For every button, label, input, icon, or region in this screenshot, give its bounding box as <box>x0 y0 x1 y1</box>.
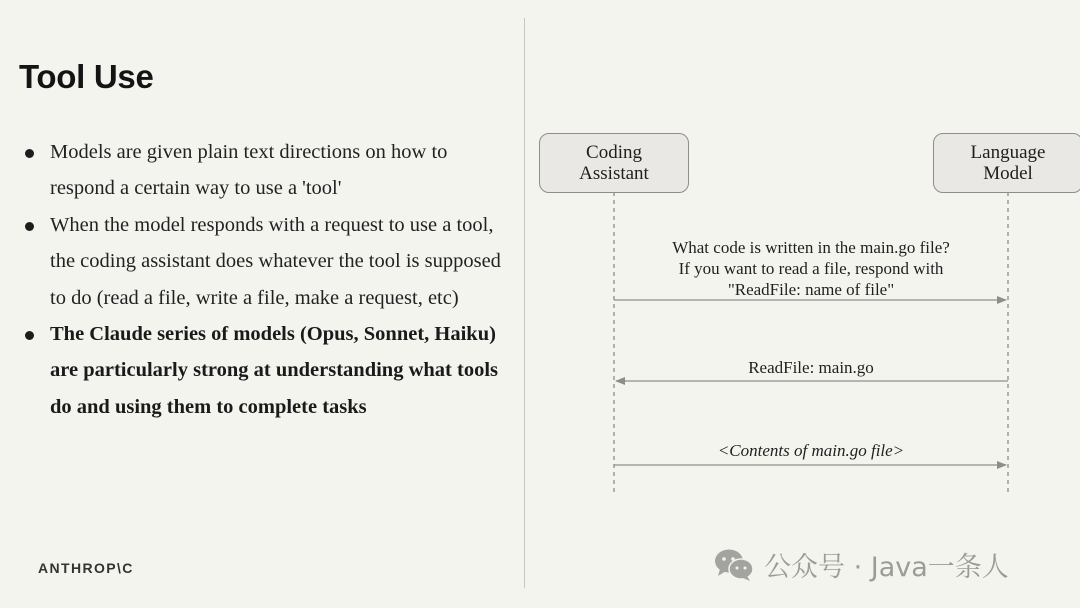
bullet-text: The Claude series of models (Opus, Sonnet, Haiku) are particularly strong at understanding what tools do and using them to complete tasks <box>50 323 498 418</box>
bullet-text: Models are given plain text directions on how to respond a certain way to use a 'tool' <box>50 141 448 200</box>
watermark <box>714 545 1009 584</box>
message-readfile: ReadFile: main.go <box>748 358 874 377</box>
bullet-text: When the model responds with a request to use a tool, the coding assistant does whatever the tool is supposed to do (read a file, write a file, make a request, etc) <box>50 213 501 309</box>
message-contents: <Contents of main.go file> <box>717 441 905 460</box>
participant-language-model: Language Model <box>933 133 1080 193</box>
message-request: What code is written in the main.go file? If you want to read a file, respond with "ReadFile: name of file" <box>672 238 950 299</box>
slide-title: Tool Use <box>19 58 154 95</box>
anthropic-logo: ANTHROP\C <box>38 560 134 576</box>
wechat-icon <box>714 548 754 582</box>
watermark-text: 公众号 · Java一条人 <box>764 552 1009 583</box>
participant-coding-assistant: Coding Assistant <box>539 133 689 193</box>
